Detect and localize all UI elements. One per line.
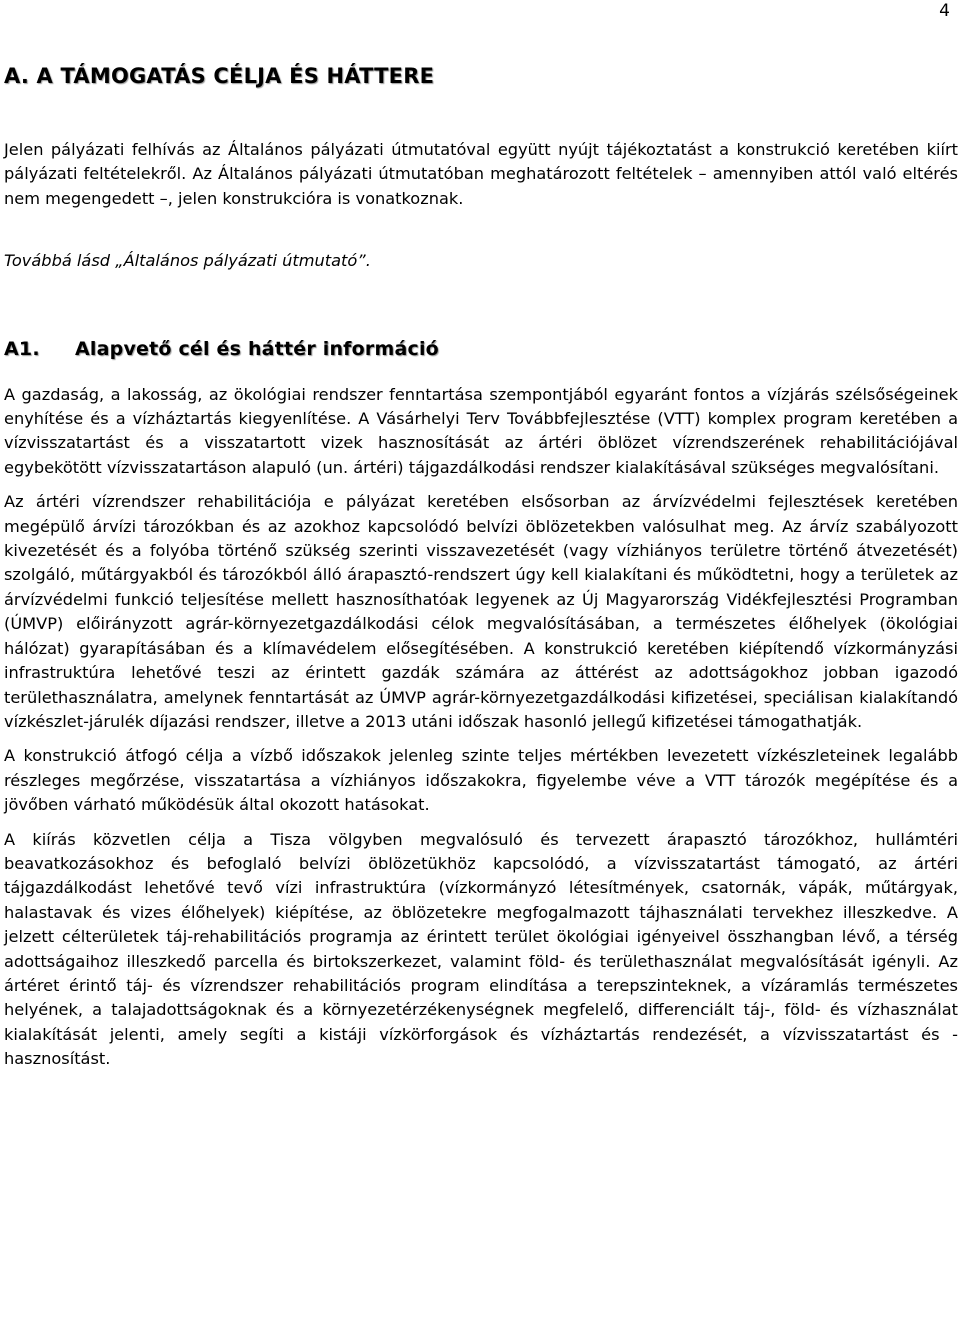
body-paragraph: A kiírás közvetlen célja a Tisza völgyben megvalósuló és tervezett árapasztó tározókhoz, hullámtéri beavatkozásokhoz és befoglaló belvízi öblözetükhöz kapcsolódó, a vízvisszatartást támogató, az ártéri tájgazdálkodást lehetővé tevő vízi infrastruktúra (vízkormányzó létesítmények, csatornák, vápák, műtárgyak, halastavak és vizes élőhelyek) kiépítése, az öblözetekre megfogalmazott tájhasználati tervekhez illeszkedve. A jelzett célterületek táj-rehabilitációs programja az érintett terület ökológiai igényeivel összhangban lévő, a térség adottságaihoz illeszkedő parcella és birtokszerkezet, valamint föld- és területhasználat megvalósítását igényli. Az ártéret érintő táj- és vízrendszer rehabilitációs program elindítása a terepszinteknek, a vízáramlás természetes helyének, a talajadottságoknak és a környezetérzékenységnek megfelelő, differenciált táj-, föld- és vízhasználat kialakítását jelenti, amely segíti a kistáji vízkörforgások és vízháztartás rendezését, a vízvisszatartást és -hasznosítást.	[4, 829, 958, 1069]
body-paragraph: A konstrukció átfogó célja a vízbő időszakok jelenleg szinte teljes mértékben levezetett vízkészleteinek legalább részleges megőrzése, visszatartása a vízhiányos időszakokra, figyelembe véve a VTT tározók megépítése és a jövőben várható működésük által okozott hatásokat.	[4, 746, 958, 815]
subsection-number: A1.	[4, 337, 40, 360]
section-title: A. A TÁMOGATÁS CÉLJA ÉS HÁTTERE	[4, 64, 435, 88]
see-also-note: Továbbá lásd „Általános pályázati útmutató”.	[4, 251, 371, 271]
document-body	[4, 138, 958, 1082]
body-paragraph: Az ártéri vízrendszer rehabilitációja e pályázat keretében elsősorban az árvízvédelmi fejlesztések keretében megépülő árvízi tározókban és az azokhoz kapcsolódó belvízi öblözetekben valósulhat meg. Az árvíz szabályozott kivezetését és a folyóba történő szükség szerinti visszavezetését (vagy vízhiányos területre történő átvezetését) szolgáló, műtárgyakból és tározókból álló árapasztó-rendszert úgy kell kialakítani és működtetni, hogy a területek az árvízvédelmi funkció teljesítése mellett hasznosíthatóak legyenek az Új Magyarország Vidékfejlesztési Programban (ÚMVP) előirányzott agrár-környezetgazdálkodási célok megvalósításában, a természetes élőhelyek (ökológiai hálózat) gyarapításában és a klímavédelem elősegítésében. A konstrukció keretében kiépítendő vízkormányzási infrastruktúra lehetővé teszi az érintett gazdák számára az áttérést az adottságokhoz jobban igazodó területhasználatra, amelynek fenntartását az ÚMVP agrár-környezetgazdálkodási kifizetései, speciálisan kialakítandó vízkészlet-járulék díjazási rendszer, illetve a 2013 utáni időszak hasonló jellegű kifizetései támogathatják.	[4, 492, 958, 731]
subsection-heading	[4, 335, 958, 363]
subsection-title: Alapvető cél és háttér információ	[75, 337, 439, 360]
body-paragraph: A gazdaság, a lakosság, az ökológiai rendszer fenntartása szempontjából egyaránt fontos a vízjárás szélsőségeinek enyhítése és a vízháztartás kiegyenlítése. A Vásárhelyi Terv Továbbfejlesztése (VTT) komplex program keretében a vízvisszatartást és a visszatartott vizek hasznosítását az ártéri öblözet vízrendszerének rehabilitációjával egybekötött vízvisszatartáson alapuló (un. ártéri) tájgazdálkodási rendszer kialakításával szükséges megvalósítani.	[4, 384, 958, 477]
page-number: 4	[939, 1, 950, 21]
intro-paragraph: Jelen pályázati felhívás az Általános pályázati útmutatóval együtt nyújt tájékoztatást a konstrukció keretében kiírt pályázati feltételekről. Az Általános pályázati útmutatóban meghatározott feltételek – amennyiben attól való eltérés nem megengedett –, jelen konstrukcióra is vonatkoznak.	[4, 140, 958, 208]
